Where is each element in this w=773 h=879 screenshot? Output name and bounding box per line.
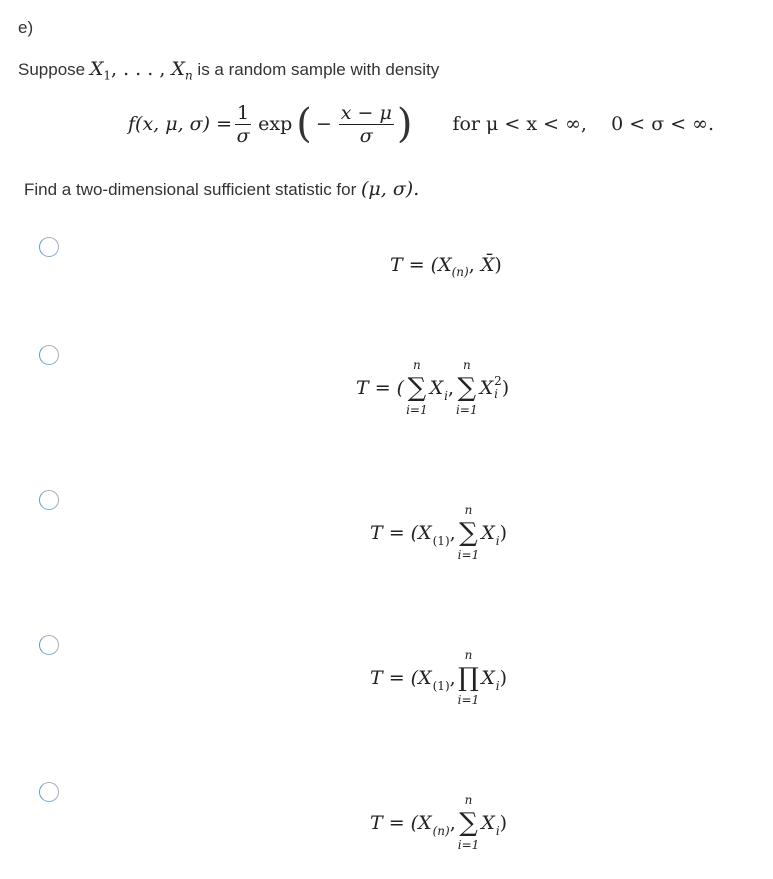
option-5-radio[interactable] — [39, 782, 59, 802]
inner-den: σ — [359, 124, 373, 147]
term-b-sup: 2 — [494, 374, 502, 388]
sum-top: n — [464, 503, 473, 517]
term-a-sub: i — [444, 389, 448, 403]
term-b-sub: i — [495, 534, 500, 548]
lhs: T = ( — [356, 377, 405, 399]
term-b: X — [479, 377, 494, 399]
term-a-sub: (n) — [432, 824, 450, 838]
prod-top: n — [464, 648, 473, 662]
sep: , — [448, 377, 455, 399]
dots: , . . . , — [111, 58, 172, 80]
term-a: X — [429, 377, 444, 399]
sep: , — [449, 812, 456, 834]
exp: exp — [258, 113, 293, 135]
option-3-formula — [370, 503, 507, 563]
lhs: T = ( — [370, 812, 419, 834]
prod-bottom: i=1 — [457, 693, 480, 707]
sum-symbol: ∑ — [459, 518, 478, 548]
term-a-sub: (1) — [432, 679, 450, 693]
option-3-radio[interactable] — [39, 490, 59, 510]
sum-bottom: i=1 — [457, 838, 480, 852]
inner-num: x − μ — [340, 101, 392, 124]
term-b: X̄ — [480, 254, 495, 276]
close: ) — [499, 812, 508, 834]
option-4-radio[interactable] — [39, 635, 59, 655]
close: ) — [501, 377, 510, 399]
lparen: ( — [296, 101, 312, 147]
question-text: Find a two-dimensional sufficient statistic for — [24, 180, 361, 199]
term-b-sub: i — [495, 824, 500, 838]
question-params: (μ, σ). — [361, 178, 420, 200]
xn: X — [171, 58, 185, 80]
xn-sub: n — [184, 68, 193, 83]
sum-symbol: ∑ — [459, 808, 478, 838]
frac-num: 1 — [237, 101, 250, 124]
minus: − — [315, 113, 332, 135]
option-4-formula — [370, 648, 507, 708]
density-formula — [128, 100, 714, 148]
term-a: X — [418, 522, 432, 544]
close: ) — [499, 667, 507, 689]
intro-text — [18, 58, 439, 82]
x1-sub: 1 — [103, 68, 112, 83]
term-b: X — [481, 667, 495, 689]
sum-top: n — [412, 358, 421, 372]
density-lhs: f(x, μ, σ) = — [128, 113, 233, 135]
term-a-sub: (1) — [432, 534, 450, 548]
frac-den: σ — [236, 124, 250, 147]
term-b: X — [481, 812, 495, 834]
term-a-sub: (n) — [451, 264, 469, 279]
lhs: T = ( — [370, 667, 419, 689]
option-1-radio[interactable] — [39, 237, 59, 257]
sum-bottom: i=1 — [406, 403, 428, 417]
part-label: e) — [18, 18, 34, 37]
option-2-radio[interactable] — [39, 345, 59, 365]
intro-before: Suppose — [18, 60, 90, 79]
sum-bottom: i=1 — [457, 548, 480, 562]
sep: , — [449, 522, 456, 544]
question — [24, 178, 419, 200]
term-b-sub: i — [495, 679, 500, 693]
sep: , — [468, 254, 481, 276]
sum-top: n — [464, 793, 473, 807]
rparen: ) — [396, 101, 413, 147]
sum-symbol: ∑ — [407, 373, 427, 403]
intro-after: is a random sample with density — [192, 60, 440, 79]
option-2-formula — [356, 358, 509, 418]
x1: X — [89, 58, 104, 80]
sep: , — [449, 667, 456, 689]
term-a: X — [418, 812, 432, 834]
term-b: X — [481, 522, 495, 544]
product-symbol: ∏ — [458, 663, 479, 693]
density-condition: for μ < x < ∞, 0 < σ < ∞. — [452, 113, 715, 135]
sum-top: n — [462, 358, 471, 372]
sum-bottom: i=1 — [456, 403, 478, 417]
close: ) — [494, 254, 502, 276]
sum-symbol: ∑ — [457, 373, 477, 403]
lhs: T = ( — [390, 254, 439, 276]
close: ) — [499, 522, 507, 544]
term-a: X — [438, 254, 452, 276]
lhs: T = ( — [370, 522, 419, 544]
option-5-formula — [370, 793, 507, 853]
option-1-formula — [390, 254, 502, 279]
term-b-sub: i — [494, 387, 498, 401]
term-a: X — [418, 667, 432, 689]
